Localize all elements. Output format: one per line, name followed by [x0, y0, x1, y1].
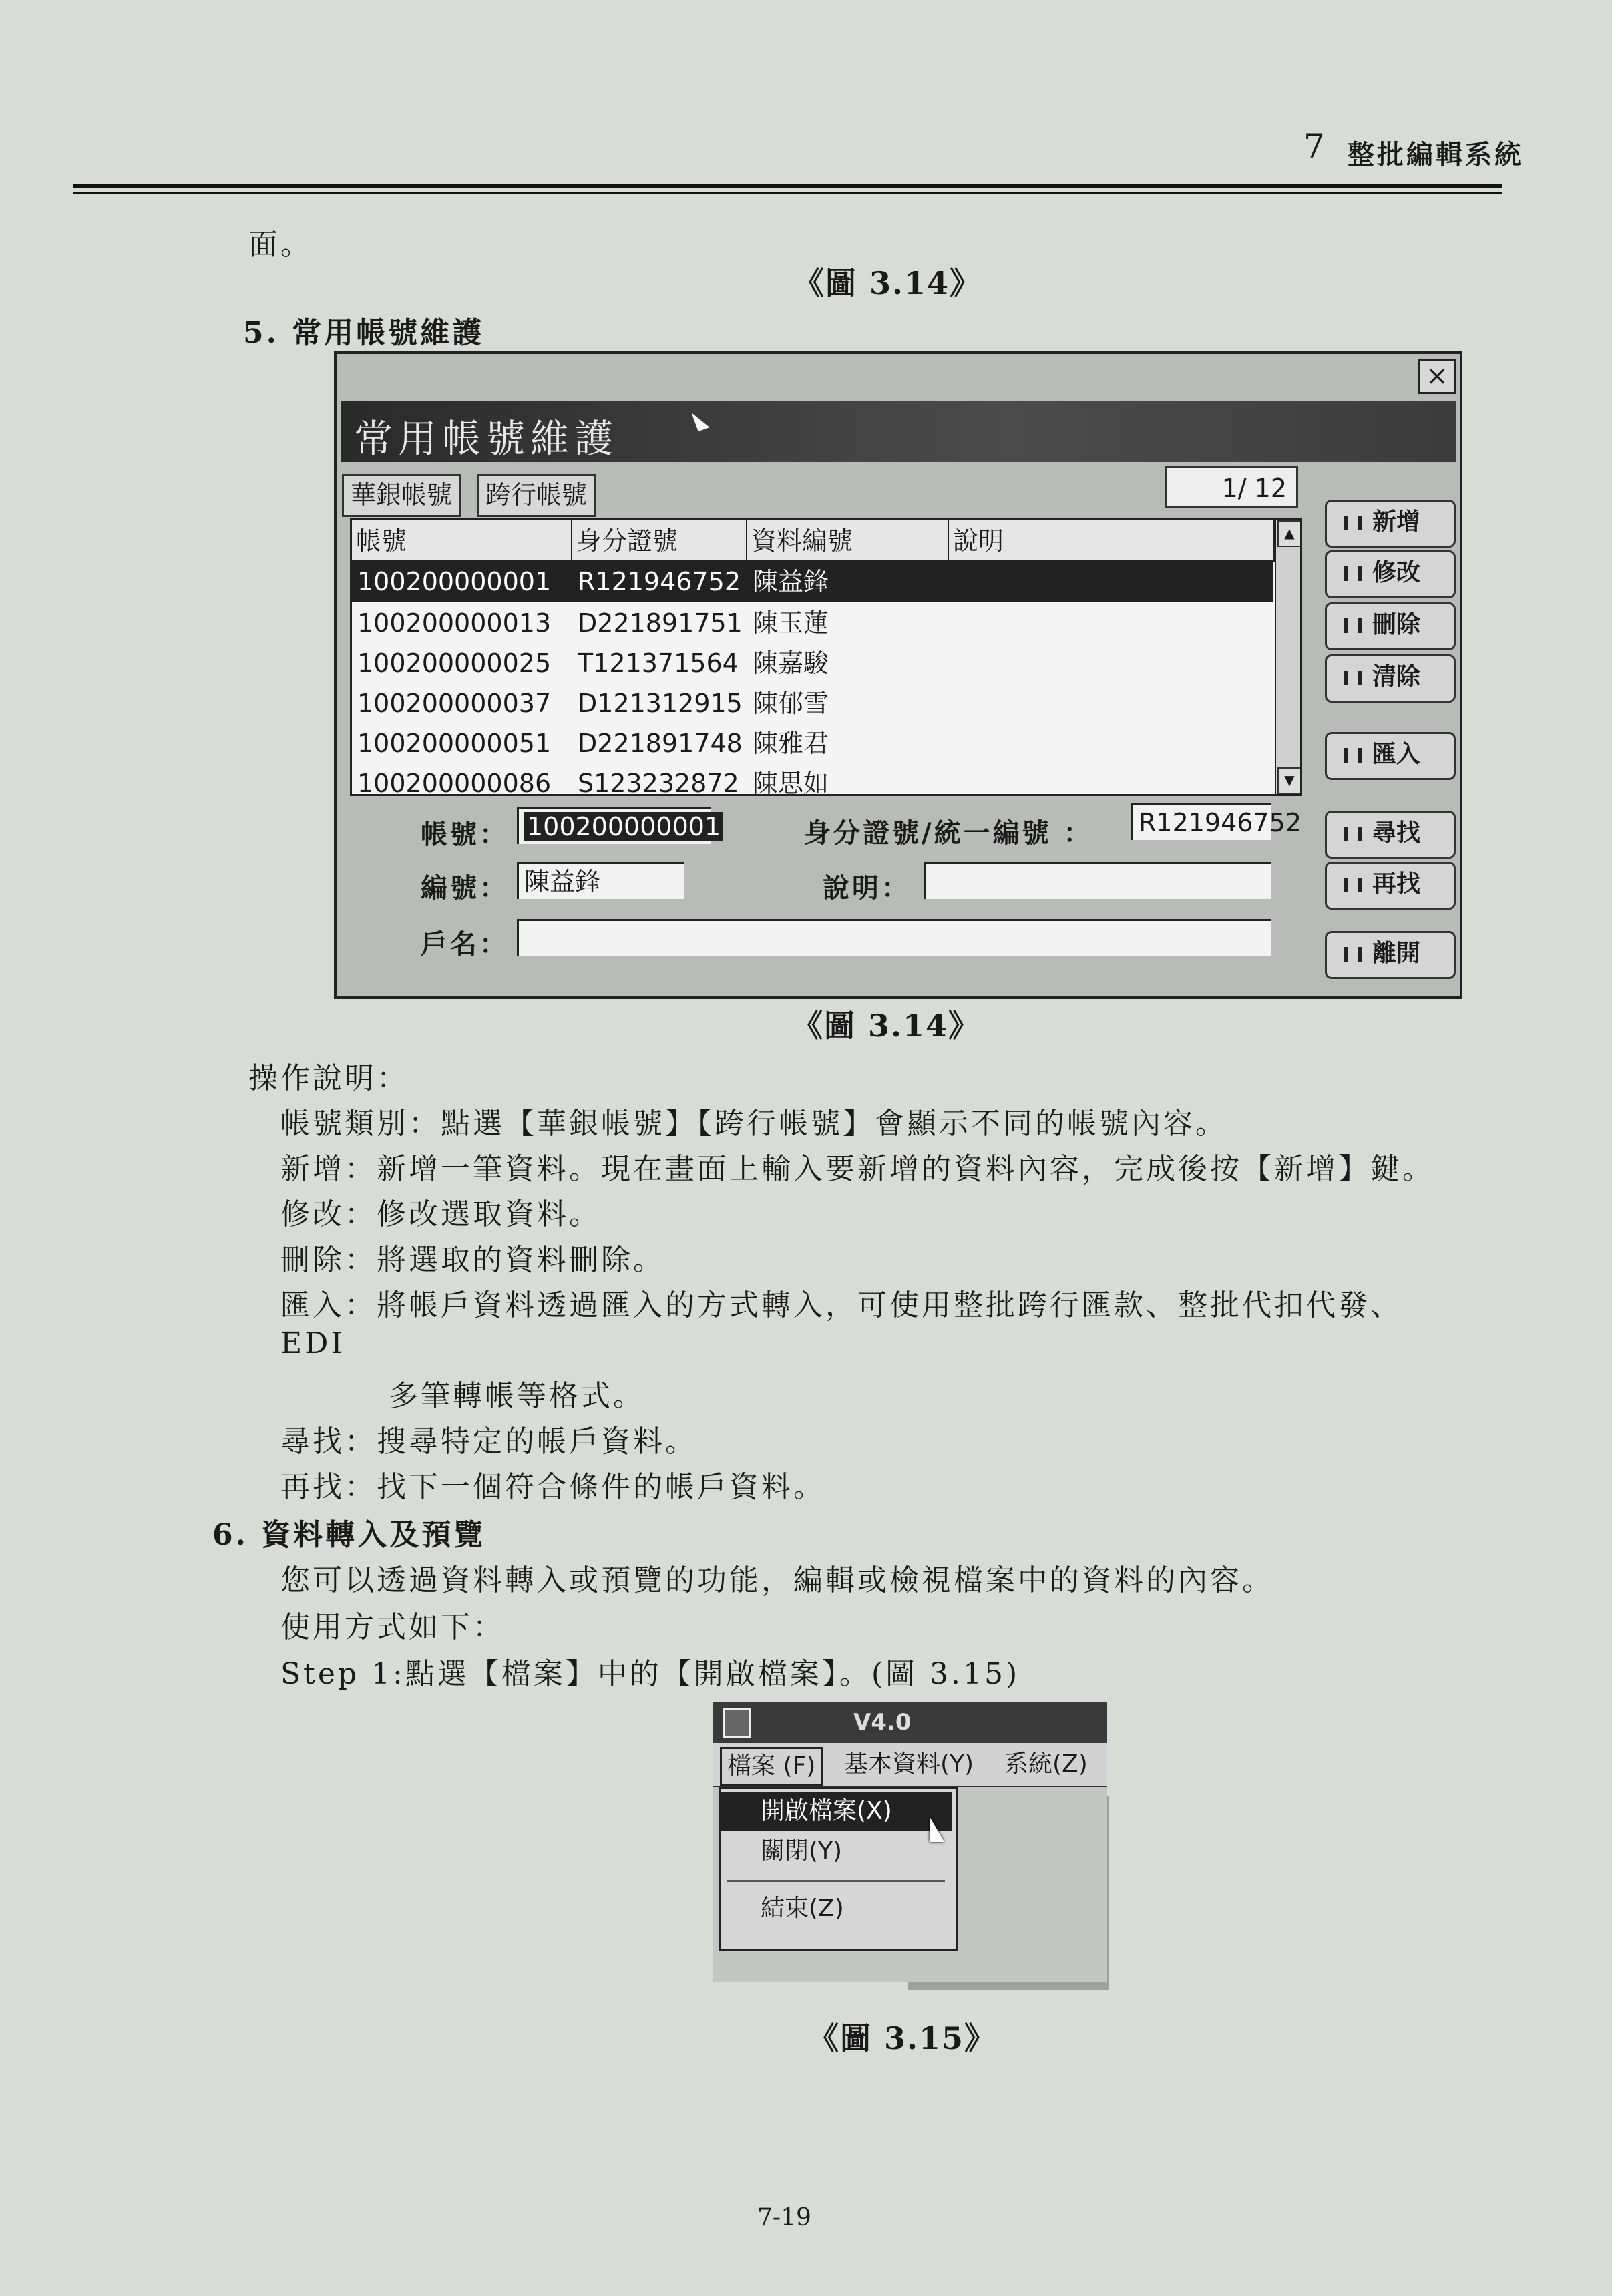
cell-account: 100200000037 — [357, 689, 552, 718]
account-maintenance-window — [334, 351, 1462, 999]
id-label: 身分證號/統一編號 ： — [804, 818, 1093, 849]
button-icon — [1344, 748, 1362, 763]
ops-line: 再找：找下一個符合條件的帳戶資料。 — [280, 1470, 825, 1504]
code-input[interactable]: 陳益鋒 — [517, 862, 684, 899]
record-counter: 1/ 12 — [1165, 466, 1298, 508]
clear-button[interactable] — [1325, 654, 1456, 703]
accounts-table — [350, 518, 1302, 796]
section-5-heading: 5. 常用帳號維護 — [243, 316, 485, 350]
ops-line: 修改：修改選取資料。 — [280, 1197, 601, 1231]
ops-line: EDI — [280, 1326, 345, 1360]
menu-item-exit[interactable]: 結束(Z) — [761, 1895, 844, 1922]
table-row[interactable] — [352, 603, 1273, 643]
ops-line: 刪除：將選取的資料刪除。 — [280, 1243, 665, 1277]
cell-code: 陳玉蓮 — [753, 608, 829, 638]
button-icon — [1344, 878, 1362, 892]
add-button[interactable] — [1325, 500, 1456, 548]
cell-account: 100200000086 — [357, 769, 552, 796]
button-icon — [1344, 947, 1362, 962]
table-row[interactable] — [352, 683, 1273, 723]
code-label: 編號： — [421, 873, 509, 904]
chapter-title: 整批編輯系統 — [1348, 139, 1524, 170]
scroll-down-icon[interactable]: ▼ — [1277, 767, 1301, 794]
button-icon — [1344, 618, 1362, 633]
ops-line: 尋找：搜尋特定的帳戶資料。 — [280, 1424, 697, 1459]
cell-id: T121371564 — [578, 648, 739, 678]
intro-text: 面。 — [248, 228, 313, 262]
search-again-button-label: 再找 — [1372, 870, 1421, 898]
caption-figure-3-14: 《圖 3.14》 — [792, 1008, 981, 1044]
menu-system[interactable]: 系統(Z) — [1004, 1750, 1088, 1778]
cell-account: 100200000001 — [357, 567, 552, 596]
tab-hua-nan-accounts[interactable]: 華銀帳號 — [342, 474, 461, 517]
file-menu-screenshot — [713, 1702, 1107, 1982]
column-header-code[interactable]: 資料編號 — [747, 520, 949, 562]
account-label: 帳號： — [421, 819, 509, 850]
search-again-button[interactable] — [1325, 862, 1456, 910]
app-titlebar — [713, 1702, 1107, 1743]
button-icon — [1344, 516, 1362, 530]
cell-account: 100200000013 — [357, 608, 552, 638]
chapter-number: 7 — [1303, 127, 1325, 166]
close-button[interactable]: × — [1418, 359, 1456, 394]
window-title: 常用帳號維護 — [354, 416, 619, 461]
delete-button[interactable] — [1325, 602, 1456, 650]
menu-separator — [727, 1880, 945, 1882]
menu-file[interactable]: 檔案 (F) — [720, 1747, 823, 1786]
header-rule-thin — [73, 192, 1502, 194]
account-value: 100200000001 — [524, 812, 723, 841]
header-rule — [73, 184, 1502, 188]
cell-account: 100200000051 — [357, 729, 552, 758]
menu-item-close[interactable]: 關閉(Y) — [761, 1837, 843, 1865]
app-icon — [723, 1708, 751, 1738]
button-icon — [1344, 566, 1362, 581]
button-icon — [1344, 827, 1362, 841]
cell-code: 陳雅君 — [753, 729, 829, 758]
column-header-account[interactable]: 帳號 — [352, 520, 572, 562]
table-scrollbar[interactable] — [1275, 520, 1301, 794]
clear-button-label: 清除 — [1372, 663, 1421, 691]
cell-code: 陳嘉駿 — [753, 648, 829, 678]
exit-button[interactable] — [1325, 931, 1456, 979]
import-button[interactable] — [1325, 732, 1456, 780]
edit-button-label: 修改 — [1372, 559, 1421, 586]
cell-id: D221891751 — [578, 608, 743, 638]
page-number: 7-19 — [757, 2204, 811, 2231]
cell-id: D221891748 — [578, 729, 743, 758]
cell-code: 陳思如 — [753, 769, 829, 796]
cell-id: S123232872 — [578, 769, 739, 796]
column-header-id[interactable]: 身分證號 — [572, 520, 747, 562]
app-title: V4.0 — [853, 1709, 912, 1736]
delete-button-label: 刪除 — [1372, 611, 1421, 638]
holder-input[interactable] — [517, 919, 1271, 956]
section-6-heading: 6. 資料轉入及預覽 — [212, 1518, 486, 1552]
search-button-label: 尋找 — [1372, 819, 1421, 847]
table-row[interactable] — [352, 562, 1273, 602]
menu-item-open-file[interactable]: 開啟檔案(X) — [721, 1792, 952, 1831]
section-6-line: 使用方式如下： — [280, 1610, 505, 1644]
file-dropdown — [719, 1787, 958, 1951]
scroll-up-icon[interactable]: ▲ — [1277, 520, 1301, 547]
cell-code: 陳益鋒 — [753, 567, 829, 596]
menubar — [713, 1743, 1107, 1787]
table-row[interactable] — [352, 723, 1273, 763]
table-row[interactable] — [352, 763, 1273, 796]
search-button[interactable] — [1325, 811, 1456, 859]
cursor-icon — [691, 409, 709, 431]
desc-label: 說明： — [823, 873, 911, 904]
ops-line: 多筆轉帳等格式。 — [389, 1379, 645, 1413]
caption-figure-3-15: 《圖 3.15》 — [808, 2020, 997, 2056]
ops-title: 操作說明： — [248, 1061, 409, 1095]
holder-label: 戶名： — [421, 929, 509, 960]
caption-top: 《圖 3.14》 — [793, 265, 982, 301]
column-header-desc[interactable]: 說明 — [949, 520, 1275, 562]
tab-interbank-accounts[interactable]: 跨行帳號 — [477, 474, 596, 517]
section-6-line: Step 1:點選【檔案】中的【開啟檔案】。(圖 3.15) — [280, 1657, 1020, 1691]
table-row[interactable] — [352, 643, 1273, 683]
cell-id: D121312915 — [578, 689, 743, 718]
exit-button-label: 離開 — [1372, 940, 1421, 967]
cell-id: R121946752 — [578, 567, 741, 596]
ops-line: 新增：新增一筆資料。現在畫面上輸入要新增的資料內容，完成後按【新增】鍵。 — [280, 1152, 1434, 1186]
window-titlebar — [341, 401, 1456, 462]
mouse-pointer-icon — [930, 1816, 944, 1842]
desc-input[interactable] — [924, 862, 1271, 899]
section-6-line: 您可以透過資料轉入或預覽的功能，編輯或檢視檔案中的資料的內容。 — [280, 1563, 1274, 1597]
import-button-label: 匯入 — [1372, 741, 1421, 768]
edit-button[interactable] — [1325, 550, 1456, 598]
add-button-label: 新增 — [1372, 508, 1421, 536]
menu-basic-data[interactable]: 基本資料(Y) — [844, 1750, 974, 1778]
ops-line: 匯入：將帳戶資料透過匯入的方式轉入，可使用整批跨行匯款、整批代扣代發、 — [280, 1288, 1402, 1322]
account-input[interactable] — [517, 807, 721, 844]
cell-account: 100200000025 — [357, 648, 552, 678]
ops-line: 帳號類別：點選【華銀帳號】【跨行帳號】會顯示不同的帳號內容。 — [280, 1107, 1227, 1141]
button-icon — [1344, 671, 1362, 685]
id-input[interactable]: R121946752 — [1131, 803, 1271, 840]
cell-code: 陳郁雪 — [753, 689, 829, 718]
